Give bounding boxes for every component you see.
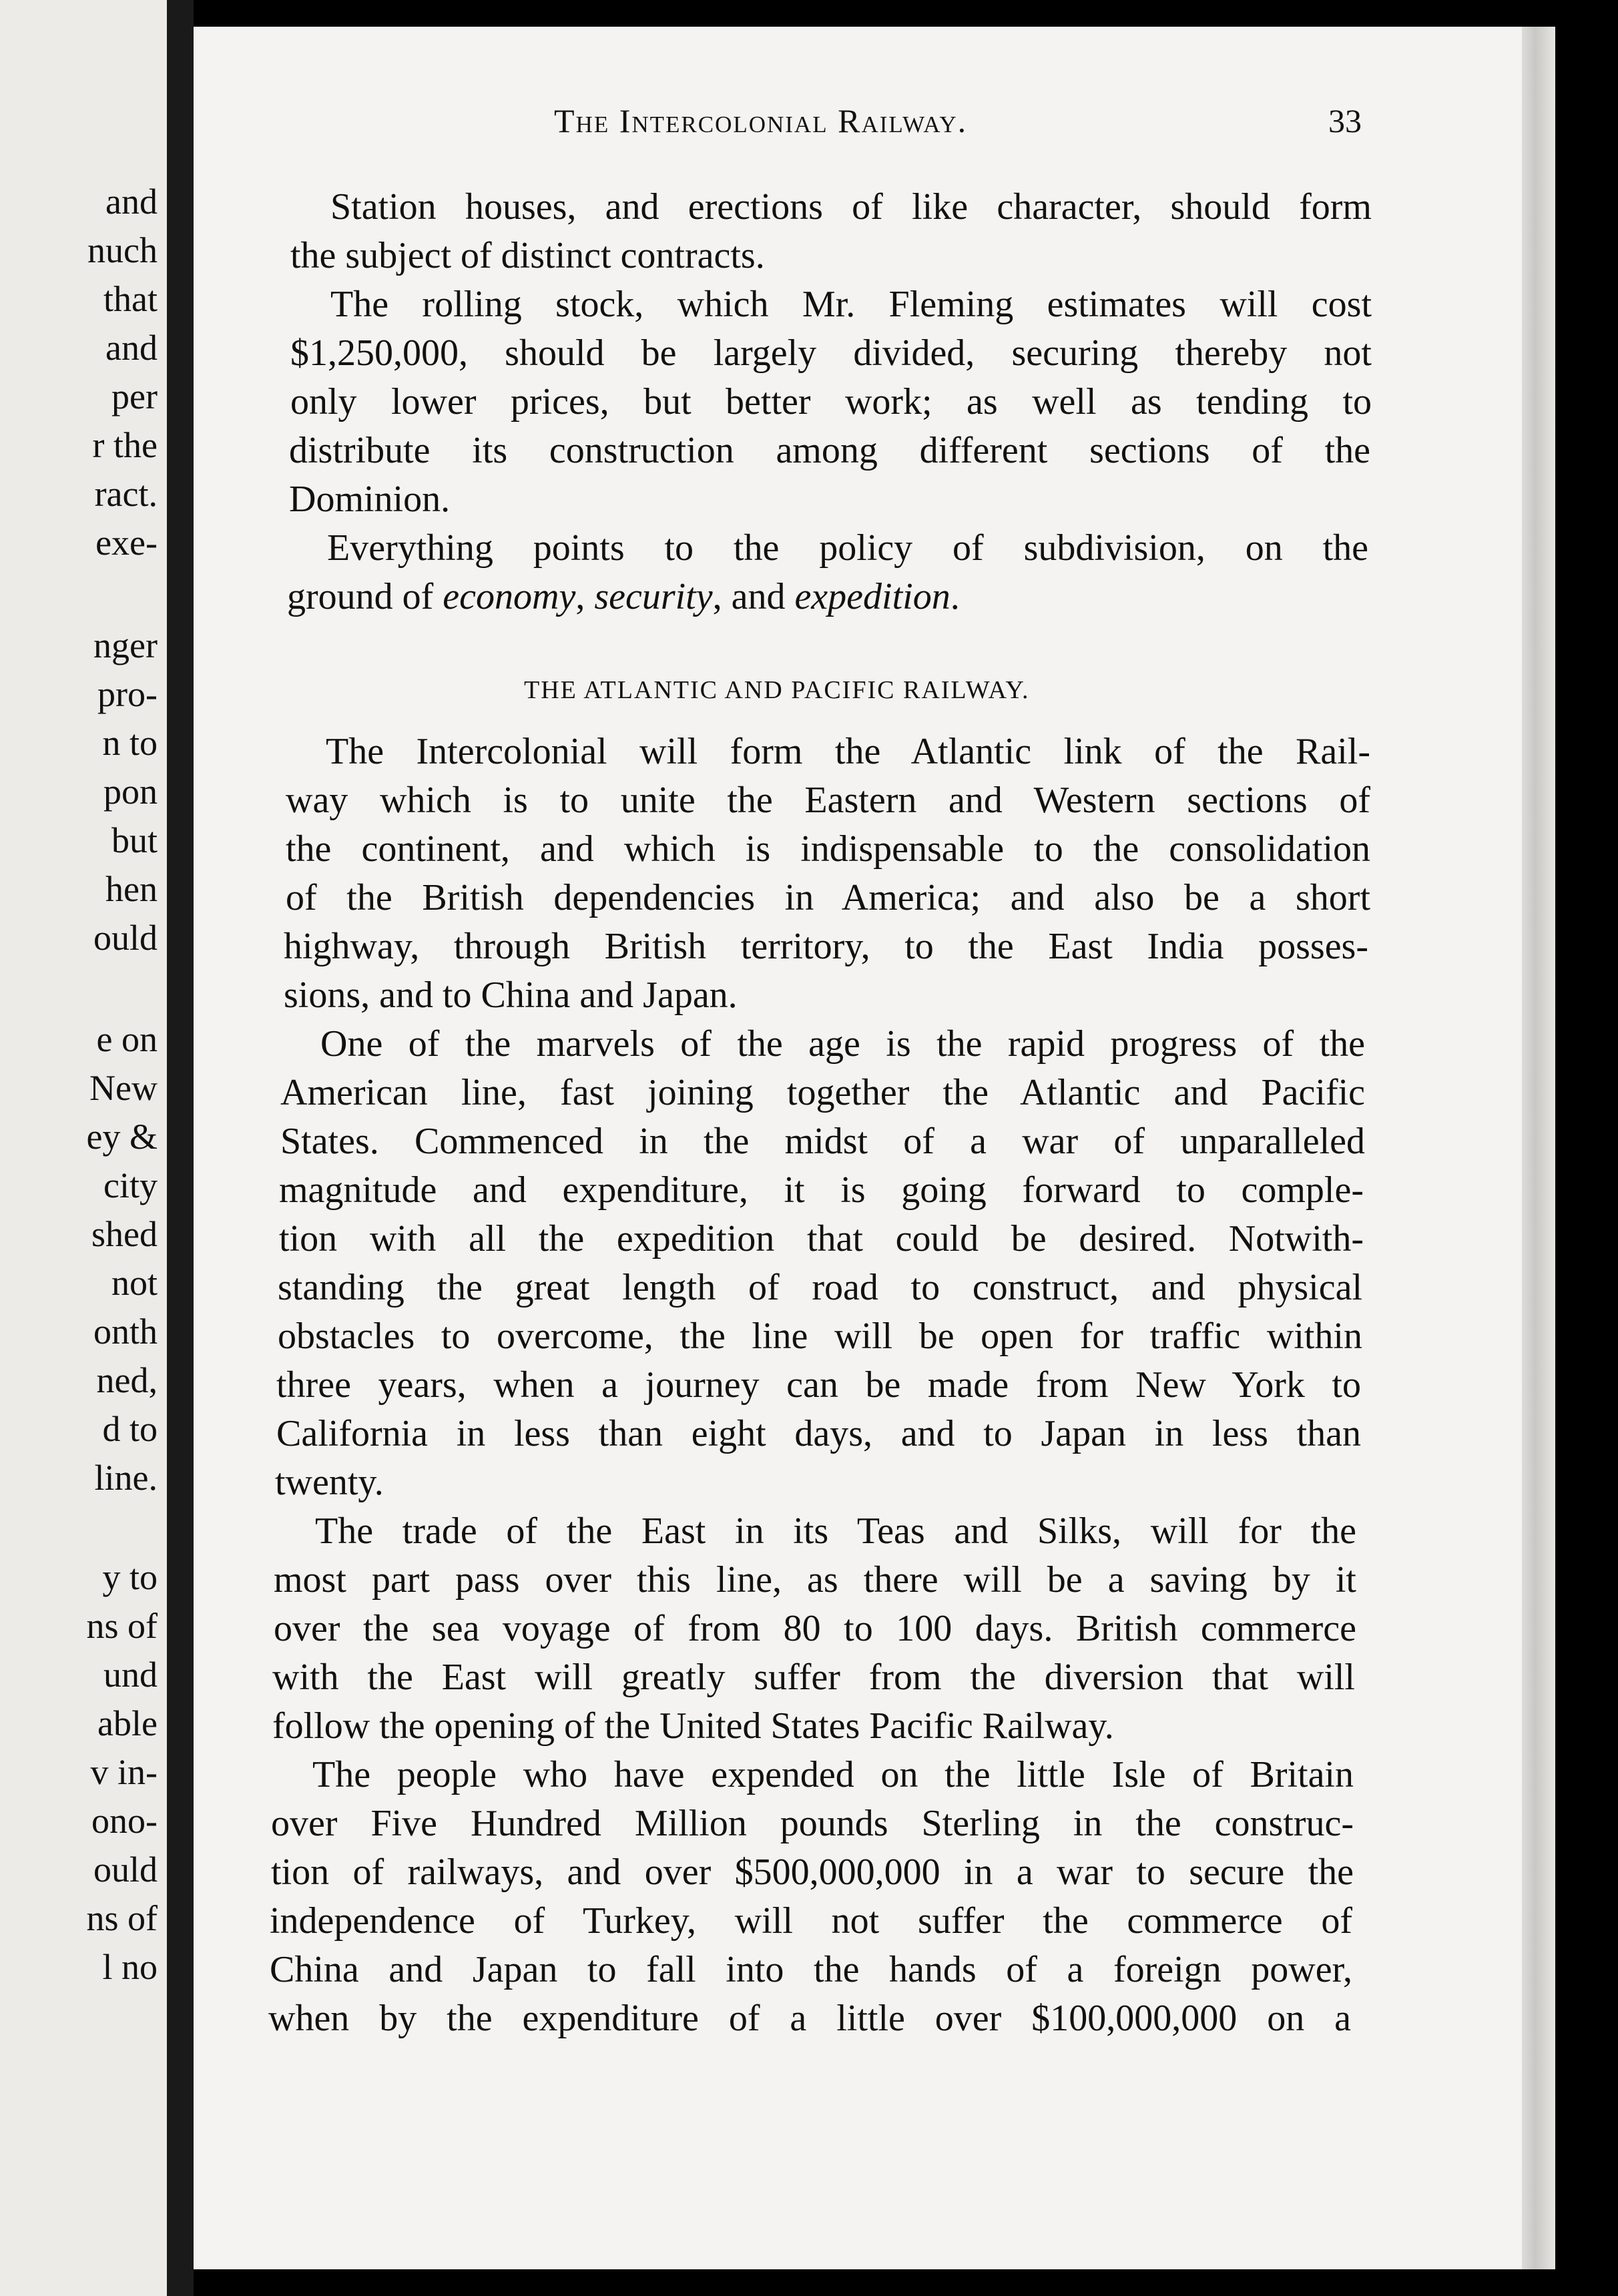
text-line: three years, when a journey can be made from New York to bbox=[276, 1366, 1361, 1406]
text-line: of the British dependencies in America; and also be a short bbox=[286, 879, 1370, 918]
text-line: American line, fast joining together the Atlantic and Pacific bbox=[280, 1074, 1365, 1113]
facing-page-fragment: and bbox=[105, 328, 158, 368]
facing-page-fragment: shed bbox=[91, 1214, 158, 1254]
facing-page-fragment: line. bbox=[94, 1458, 158, 1498]
text-run: . bbox=[950, 576, 960, 617]
facing-page-fragment: hen bbox=[105, 869, 158, 909]
text-line: The rolling stock, which Mr. Fleming estimates will cost bbox=[330, 286, 1372, 325]
text-line: over the sea voyage of from 80 to 100 days. British commerce bbox=[274, 1610, 1356, 1649]
facing-page-fragment: onth bbox=[93, 1312, 158, 1352]
facing-page-fragment: nger bbox=[93, 625, 158, 665]
text-line: obstacles to overcome, the line will be open for traffic within bbox=[278, 1318, 1362, 1357]
text-run: , bbox=[575, 576, 595, 617]
facing-page-fragment: ey & bbox=[86, 1117, 158, 1157]
facing-page-fragment: e on bbox=[96, 1019, 158, 1059]
text-line: The Intercolonial will form the Atlantic link of the Rail- bbox=[326, 733, 1370, 772]
facing-page-fragment: ns of bbox=[86, 1606, 158, 1646]
facing-page-fragment: ract. bbox=[94, 474, 158, 514]
text-line-italic-terms bbox=[287, 578, 960, 615]
text-line: The trade of the East in its Teas and Silks, will for the bbox=[315, 1512, 1356, 1552]
text-line: distribute its construction among different sections of the bbox=[289, 432, 1370, 471]
facing-page-fragment: that bbox=[103, 279, 158, 319]
facing-page-fragment: v in- bbox=[90, 1752, 158, 1792]
facing-page-fragment: ned, bbox=[96, 1360, 158, 1400]
facing-page-fragment: but bbox=[111, 820, 158, 860]
text-line: most part pass over this line, as there will be a saving by it bbox=[274, 1561, 1356, 1601]
facing-page-fragment: ono- bbox=[91, 1801, 158, 1841]
italic-term: security bbox=[594, 576, 713, 617]
text-line: way which is to unite the Eastern and Western sections of bbox=[286, 782, 1370, 821]
running-head: The Intercolonial Railway. bbox=[554, 102, 968, 139]
facing-page-fragment: l no bbox=[102, 1947, 158, 1987]
facing-page-fragment: ns of bbox=[86, 1898, 158, 1938]
facing-page-fragment: per bbox=[111, 376, 158, 416]
text-line: when by the expenditure of a little over $100,000,000 on a bbox=[268, 2000, 1351, 2039]
facing-page-fragment: New bbox=[89, 1068, 158, 1108]
page-edge bbox=[1522, 27, 1555, 2269]
text-line: California in less than eight days, and to Japan in less than bbox=[276, 1415, 1361, 1454]
text-line: standing the great length of road to construct, and physical bbox=[278, 1269, 1362, 1308]
facing-page-fragment: not bbox=[111, 1263, 158, 1303]
text-line: over Five Hundred Million pounds Sterling in the construc- bbox=[271, 1805, 1354, 1844]
facing-page-fragment: and bbox=[105, 182, 158, 222]
page-number: 33 bbox=[1328, 102, 1362, 139]
text-line: the subject of distinct contracts. bbox=[290, 235, 765, 276]
text-line: Everything points to the policy of subdivision, on the bbox=[327, 529, 1368, 569]
section-heading: THE ATLANTIC AND PACIFIC RAILWAY. bbox=[524, 676, 1030, 704]
text-line: States. Commenced in the midst of a war of unparalleled bbox=[280, 1123, 1365, 1162]
text-line: Station houses, and erections of like character, should form bbox=[330, 188, 1372, 228]
text-line: independence of Turkey, will not suffer the commerce of bbox=[270, 1902, 1352, 1942]
text-line: follow the opening of the United States Pacific Railway. bbox=[272, 1705, 1114, 1747]
italic-term: economy bbox=[443, 576, 576, 617]
text-line: highway, through British territory, to the East India posses- bbox=[284, 928, 1368, 967]
text-line: Dominion. bbox=[289, 479, 451, 520]
facing-page-fragment: able bbox=[97, 1703, 158, 1743]
facing-page-fragment: r the bbox=[92, 425, 158, 465]
text-line: the continent, and which is indispensable to the consolidation bbox=[286, 830, 1370, 870]
text-line: twenty. bbox=[275, 1462, 384, 1503]
facing-page-fragment: n to bbox=[102, 723, 158, 763]
text-line: sions, and to China and Japan. bbox=[284, 974, 738, 1016]
italic-term: expedition bbox=[794, 576, 951, 617]
text-line: only lower prices, but better work; as well as tending to bbox=[290, 383, 1372, 422]
text-line: $1,250,000, should be largely divided, securing thereby not bbox=[290, 334, 1372, 374]
text-line: tion with all the expedition that could be desired. Notwith- bbox=[279, 1220, 1364, 1259]
text-line: The people who have expended on the little Isle of Britain bbox=[312, 1756, 1354, 1795]
text-line: tion of railways, and over $500,000,000 in a war to secure the bbox=[271, 1853, 1354, 1893]
facing-page-fragment: und bbox=[103, 1655, 158, 1695]
facing-page-fragment: exe- bbox=[95, 523, 158, 563]
text-line: One of the marvels of the age is the rapid progress of the bbox=[320, 1025, 1365, 1065]
text-line: with the East will greatly suffer from the diversion that will bbox=[272, 1659, 1355, 1698]
text-run: , and bbox=[712, 576, 795, 617]
facing-page-fragment: pon bbox=[103, 772, 158, 812]
text-run: ground of bbox=[287, 576, 443, 617]
facing-page-fragment: pro- bbox=[97, 674, 158, 714]
text-line: China and Japan to fall into the hands of a foreign power, bbox=[270, 1951, 1352, 1990]
facing-page-fragment: city bbox=[103, 1165, 158, 1205]
facing-page-fragment: ould bbox=[93, 918, 158, 958]
book-gutter bbox=[167, 0, 194, 2296]
facing-page-strip bbox=[0, 0, 167, 2296]
facing-page-fragment: y to bbox=[102, 1557, 158, 1597]
text-line: magnitude and expenditure, it is going forward to comple- bbox=[279, 1171, 1364, 1211]
facing-page-fragment: nuch bbox=[87, 230, 158, 270]
facing-page-fragment: ould bbox=[93, 1849, 158, 1890]
facing-page-fragment: d to bbox=[102, 1409, 158, 1449]
